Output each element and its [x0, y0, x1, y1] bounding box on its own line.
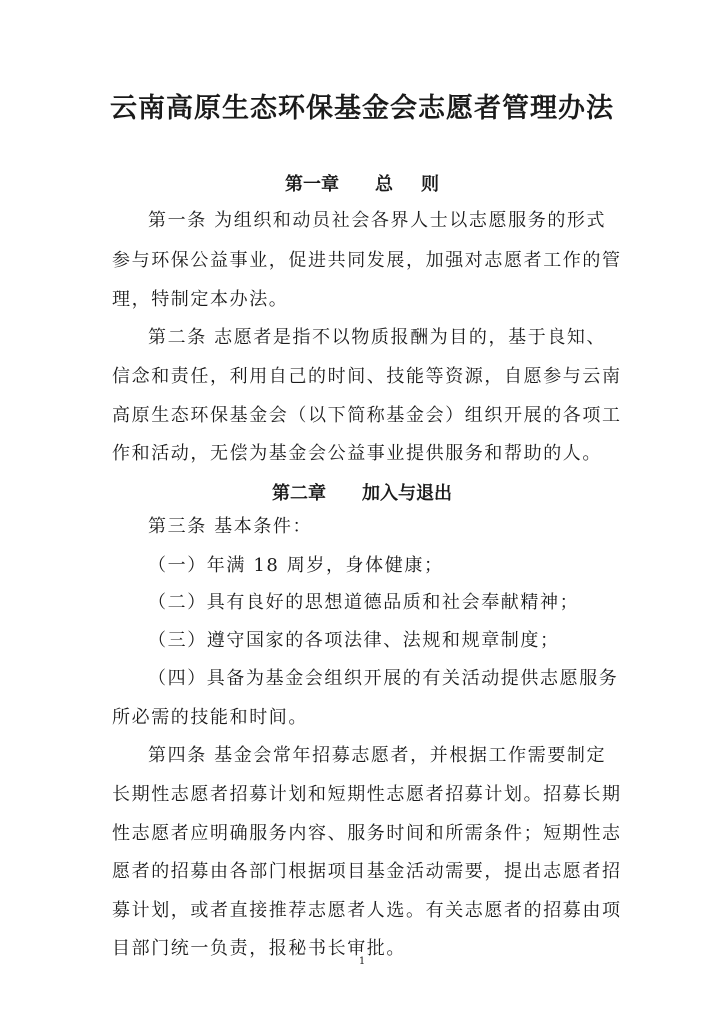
article-1-line-1: 第一条 为组织和动员社会各界人士以志愿服务的形式: [148, 210, 607, 231]
chapter-1-number: 第一章: [285, 174, 339, 195]
article-3-line-1: 第三条 基本条件：: [148, 516, 313, 537]
chapter-1-heading: [0, 170, 724, 196]
article-2-line-1: 第二条 志愿者是指不以物质报酬为目的，基于良知、: [148, 327, 607, 348]
article-4-line-6: 目部门统一负责，报秘书长审批。: [112, 938, 406, 959]
article-3-item-3: （三）遵守国家的各项法律、法规和规章制度；: [148, 630, 560, 651]
article-3-item-4-cont: 所必需的技能和时间。: [112, 707, 308, 728]
article-3-item-4: （四）具备为基金会组织开展的有关活动提供志愿服务: [148, 668, 619, 689]
article-4-line-1: 第四条 基金会常年招募志愿者，并根据工作需要制定: [148, 745, 607, 766]
article-2-line-4: 作和活动，无偿为基金会公益事业提供服务和帮助的人。: [112, 443, 602, 464]
article-3-item-2: （二）具有良好的思想道德品质和社会奉献精神；: [148, 592, 580, 613]
article-4-line-5: 募计划，或者直接推荐志愿者人选。有关志愿者的招募由项: [112, 900, 622, 921]
chapter-1-name-part2: 则: [421, 174, 439, 195]
article-1-line-2: 参与环保公益事业，促进共同发展，加强对志愿者工作的管: [112, 250, 622, 271]
chapter-2-name: 加入与退出: [362, 483, 452, 504]
page-number: 1: [358, 956, 366, 967]
article-1-line-3: 理，特制定本办法。: [112, 289, 289, 310]
article-4-line-3: 性志愿者应明确服务内容、服务时间和所需条件；短期性志: [112, 823, 622, 844]
document-title: 云南高原生态环保基金会志愿者管理办法: [110, 93, 614, 124]
chapter-1-name-part1: 总: [375, 174, 393, 195]
article-4-line-2: 长期性志愿者招募计划和短期性志愿者招募计划。招募长期: [112, 784, 622, 805]
article-2-line-2: 信念和责任，利用自己的时间、技能等资源，自愿参与云南: [112, 366, 622, 387]
chapter-2-heading: [0, 479, 724, 505]
chapter-2-number: 第二章: [272, 483, 326, 504]
article-3-item-1: （一）年满 18 周岁，身体健康；: [148, 555, 444, 576]
article-2-line-3: 高原生态环保基金会（以下简称基金会）组织开展的各项工: [112, 405, 622, 426]
article-4-line-4: 愿者的招募由各部门根据项目基金活动需要，提出志愿者招: [112, 861, 622, 882]
